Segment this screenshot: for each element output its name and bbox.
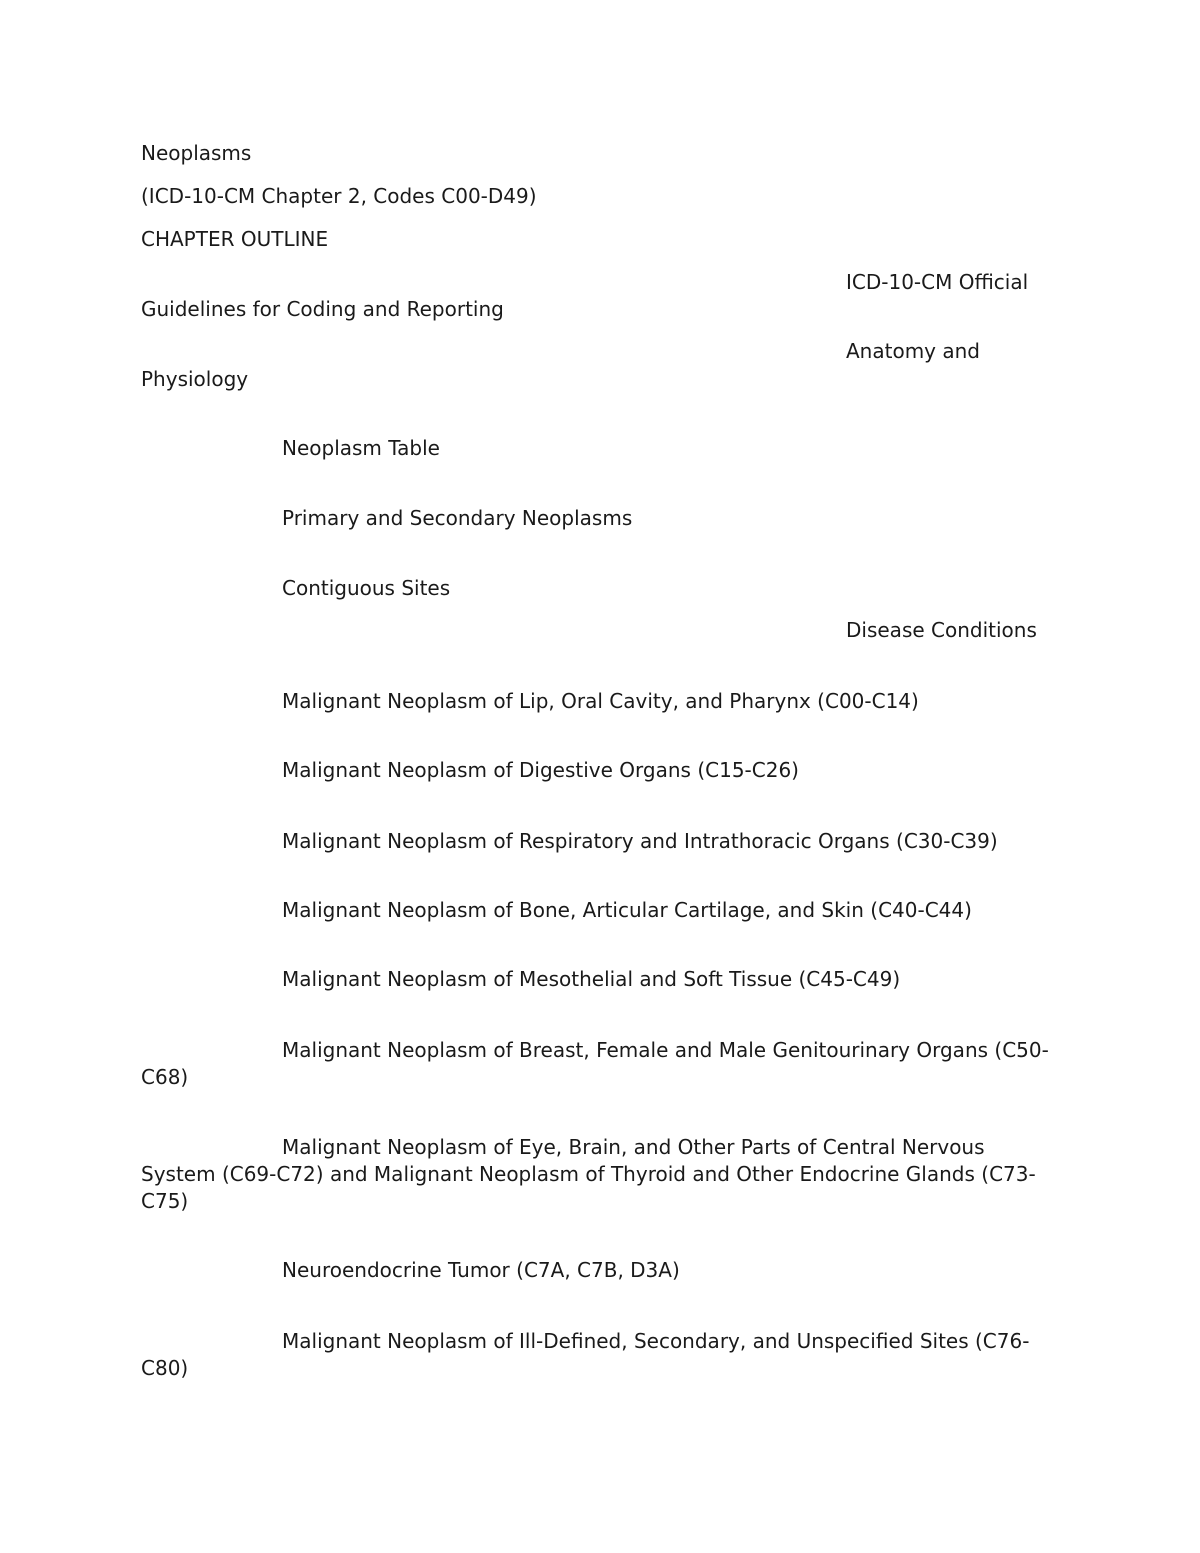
outline-item-neoplasm-table: Neoplasm Table <box>282 436 440 460</box>
document-subtitle: (ICD-10-CM Chapter 2, Codes C00-D49) <box>141 184 537 208</box>
disease-item-respiratory: Malignant Neoplasm of Respiratory and Intrathoracic Organs (C30-C39) <box>282 829 998 853</box>
disease-item-eye-brain-thyroid: Malignant Neoplasm of Eye, Brain, and Other Parts of Central Nervous System (C69-C72) and Malignant Neoplasm of Thyroid and Other Endocrine Glands (C73-C75) <box>141 1135 1036 1213</box>
section-anatomy-label-top: Anatomy and <box>846 339 980 363</box>
disease-item-neuroendocrine: Neuroendocrine Tumor (C7A, C7B, D3A) <box>282 1258 680 1282</box>
document-title: Neoplasms <box>141 141 252 165</box>
disease-item-bone-skin: Malignant Neoplasm of Bone, Articular Cartilage, and Skin (C40-C44) <box>282 898 972 922</box>
disease-conditions-heading: Disease Conditions <box>846 618 1037 642</box>
disease-item-lip-oral: Malignant Neoplasm of Lip, Oral Cavity, and Pharynx (C00-C14) <box>282 689 919 713</box>
outline-heading: CHAPTER OUTLINE <box>141 227 329 251</box>
disease-item-breast-genitourinary: Malignant Neoplasm of Breast, Female and Male Genitourinary Organs (C50-C68) <box>141 1038 1049 1089</box>
outline-item-contiguous-sites: Contiguous Sites <box>282 576 451 600</box>
disease-item-digestive: Malignant Neoplasm of Digestive Organs (C15-C26) <box>282 758 799 782</box>
section-guidelines-label-top: ICD-10-CM Official <box>846 270 1029 294</box>
section-anatomy-label-bottom: Physiology <box>141 367 249 391</box>
disease-item-ill-defined: Malignant Neoplasm of Ill-Defined, Secondary, and Unspecified Sites (C76-C80) <box>141 1329 1030 1380</box>
disease-item-mesothelial: Malignant Neoplasm of Mesothelial and Soft Tissue (C45-C49) <box>282 967 901 991</box>
section-guidelines-label-bottom: Guidelines for Coding and Reporting <box>141 297 504 321</box>
outline-item-primary-secondary: Primary and Secondary Neoplasms <box>282 506 633 530</box>
